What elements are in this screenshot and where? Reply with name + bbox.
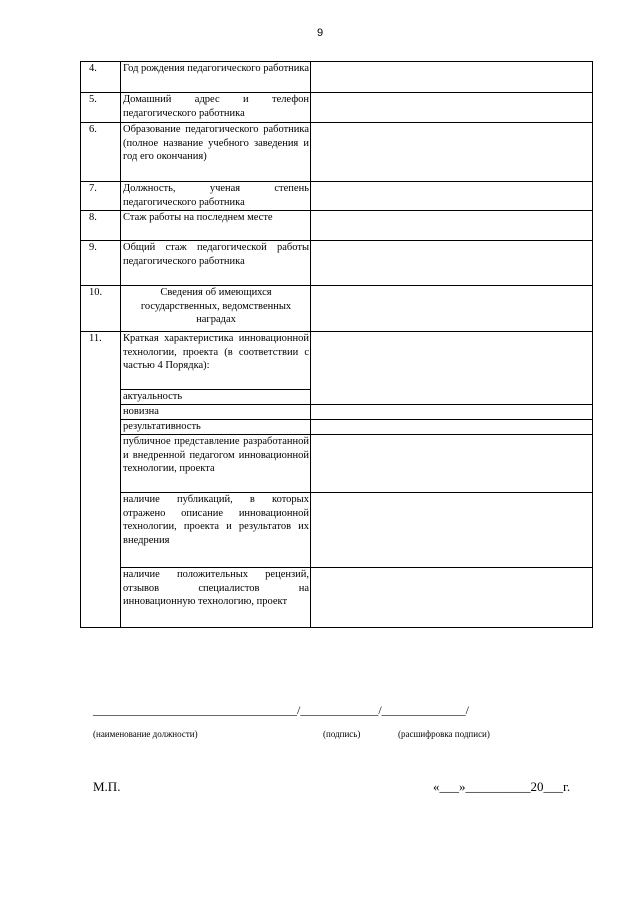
value-cell[interactable] xyxy=(311,286,593,332)
table-row xyxy=(81,435,593,493)
date-line[interactable]: «___»__________20___г. xyxy=(433,779,571,794)
row-number: 10. xyxy=(81,286,121,332)
table-row xyxy=(81,62,593,93)
subrow-label: наличие положительных рецензий, отзывов специалистов на инновационную технологию, проект xyxy=(121,568,311,628)
subrow-label: актуальность xyxy=(121,390,311,405)
table-row xyxy=(81,420,593,435)
row-label: Год рождения педагогического работника xyxy=(121,62,311,93)
row-label: Сведения об имеющихся государственных, ведомственных наградах xyxy=(121,286,311,332)
value-cell[interactable] xyxy=(311,493,593,568)
subrow-label: публичное представление разработанной и внедренной педагогом инновационной технологии, проекта xyxy=(121,435,311,493)
value-cell[interactable] xyxy=(311,62,593,93)
table-row xyxy=(81,493,593,568)
row-number: 8. xyxy=(81,211,121,241)
position-caption: (наименование должности) xyxy=(93,729,198,739)
table-row xyxy=(81,332,593,390)
value-cell[interactable] xyxy=(311,93,593,123)
decode-caption: (расшифровка подписи) xyxy=(398,729,490,739)
table-row xyxy=(81,405,593,420)
row-number: 6. xyxy=(81,123,121,182)
table-row xyxy=(81,286,593,332)
row-number: 11. xyxy=(81,332,121,628)
table-row xyxy=(81,182,593,211)
value-cell[interactable] xyxy=(311,405,593,420)
row-number: 5. xyxy=(81,93,121,123)
row-label: Краткая характеристика инновационной технологии, проекта (в соответствии с частью 4 Порядка): xyxy=(121,332,311,390)
signature-line[interactable]: __________________________________/_____________/______________/ xyxy=(93,703,470,717)
stamp-place: М.П. xyxy=(93,779,121,794)
subrow-label: наличие публикаций, в которых отражено описание инновационной технологии, проекта и результатов их внедрения xyxy=(121,493,311,568)
value-cell[interactable] xyxy=(311,435,593,493)
table-row xyxy=(81,211,593,241)
value-cell[interactable] xyxy=(311,332,593,405)
row-label: Домашний адрес и телефон педагогического работника xyxy=(121,93,311,123)
value-cell[interactable] xyxy=(311,241,593,286)
row-number: 9. xyxy=(81,241,121,286)
page-number: 9 xyxy=(316,27,324,39)
signature-caption: (подпись) xyxy=(323,729,361,739)
subrow-label: новизна xyxy=(121,405,311,420)
subrow-label: результативность xyxy=(121,420,311,435)
row-number: 7. xyxy=(81,182,121,211)
row-label: Общий стаж педагогической работы педагогического работника xyxy=(121,241,311,286)
value-cell[interactable] xyxy=(311,211,593,241)
row-number: 4. xyxy=(81,62,121,93)
table-row xyxy=(81,93,593,123)
value-cell[interactable] xyxy=(311,420,593,435)
value-cell[interactable] xyxy=(311,123,593,182)
value-cell[interactable] xyxy=(311,182,593,211)
table-row xyxy=(81,568,593,628)
value-cell[interactable] xyxy=(311,568,593,628)
table-row xyxy=(81,123,593,182)
table-row xyxy=(81,241,593,286)
form-table xyxy=(80,61,593,628)
row-label: Стаж работы на последнем месте xyxy=(121,211,311,241)
row-label: Образование педагогического работника (полное название учебного заведения и год его окончания) xyxy=(121,123,311,182)
row-label: Должность, ученая степень педагогического работника xyxy=(121,182,311,211)
